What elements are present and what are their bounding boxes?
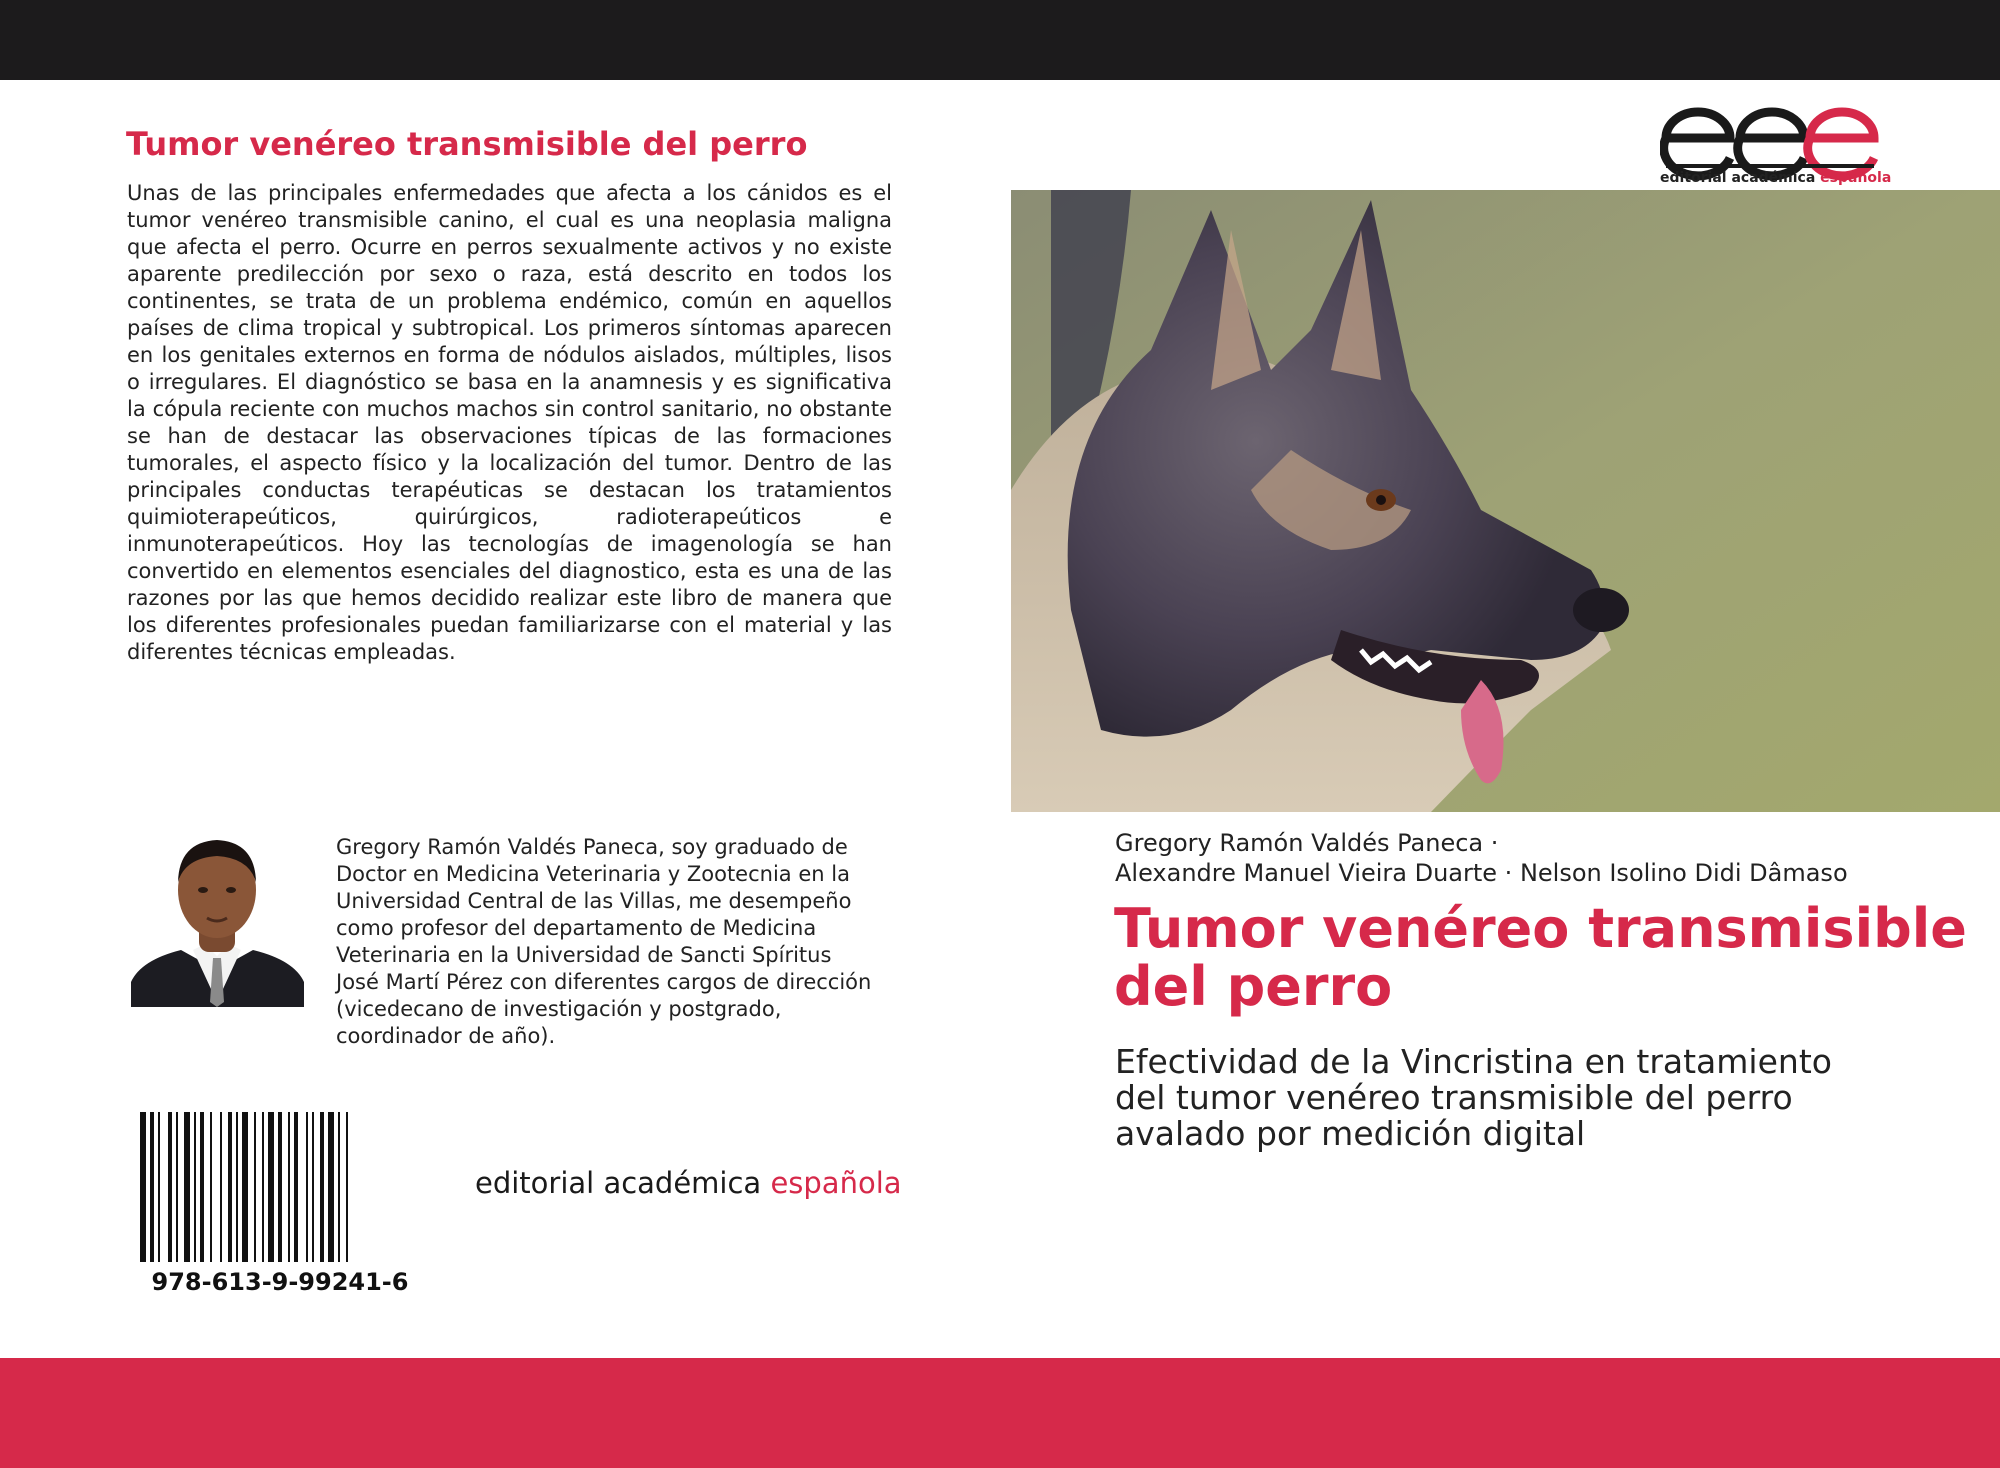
bottom-bar [0,1358,2000,1468]
authors-line-2: Alexandre Manuel Vieira Duarte · Nelson Isolino Didi Dâmaso [1115,859,1848,887]
publisher-main: editorial académica [475,1166,762,1200]
front-cover-subtitle: Efectividad de la Vincristina en tratamiento del tumor venéreo transmisible del perro avalado por medición digital [1115,1042,1832,1153]
logo-caption-main: editorial académica [1660,170,1816,186]
author-biography: Gregory Ramón Valdés Paneca, soy graduado de Doctor en Medicina Veterinaria y Zootecnia en la Universidad Central de las Villas, me desempeño como profesor del departamento de Medicina Veterinaria en la Universidad de Sancti Spíritus José Martí Pérez con diferentes cargos de dirección (vicedecano de investigación y postgrado, coordinador de año). [336,835,872,1048]
publisher-name-back [475,1166,902,1200]
barcode [140,1112,420,1262]
front-cover-authors [1115,828,1975,888]
authors-line-1: Gregory Ramón Valdés Paneca · [1115,829,1499,857]
dog-photo [1011,190,2000,812]
top-bar [0,0,2000,80]
author-photo [131,832,304,1007]
front-cover-title: Tumor venéreo transmisible del perro [1114,897,1967,1018]
back-cover-title: Tumor venéreo transmisible del perro [126,125,808,163]
publisher-accent: española [770,1166,902,1200]
logo-caption-accent: española [1820,170,1892,186]
logo-caption [1660,170,1892,186]
isbn-number: 978-613-9-99241-6 [151,1268,409,1296]
back-cover-blurb: Unas de las principales enfermedades que afecta a los cánidos es el tumor venéreo transmisible canino, el cual es una neoplasia maligna que afecta el perro. Ocurre en perros sexualmente activos y no existe aparente predilección por sexo o raza, está descrito en todos los continentes, se trata de un problema endémico, común en aquellos países de clima tropical y subtropical. Los primeros síntomas aparecen en los genitales externos en forma de nódulos aislados, múltiples, lisos o irregulares. El diagnóstico se basa en la anamnesis y es significativa la cópula reciente con muchos machos sin control sanitario, no obstante se han de destacar las observaciones típicas de las formaciones tumorales, el aspecto físico y la localización del tumor. Dentro de las principales conductas terapéuticas se destacan los tratamientos quimioterapeúticos, quirúrgicos, radioterapeúticos e inmunoterapeúticos. Hoy las tecnologías de imagenología se han convertido en elementos esenciales del diagnostico, esta es una de las razones por las que hemos decidido realizar este libro de manera que los diferentes profesionales puedan familiarizarse con el material y las diferentes técnicas empleadas. [127,181,892,664]
